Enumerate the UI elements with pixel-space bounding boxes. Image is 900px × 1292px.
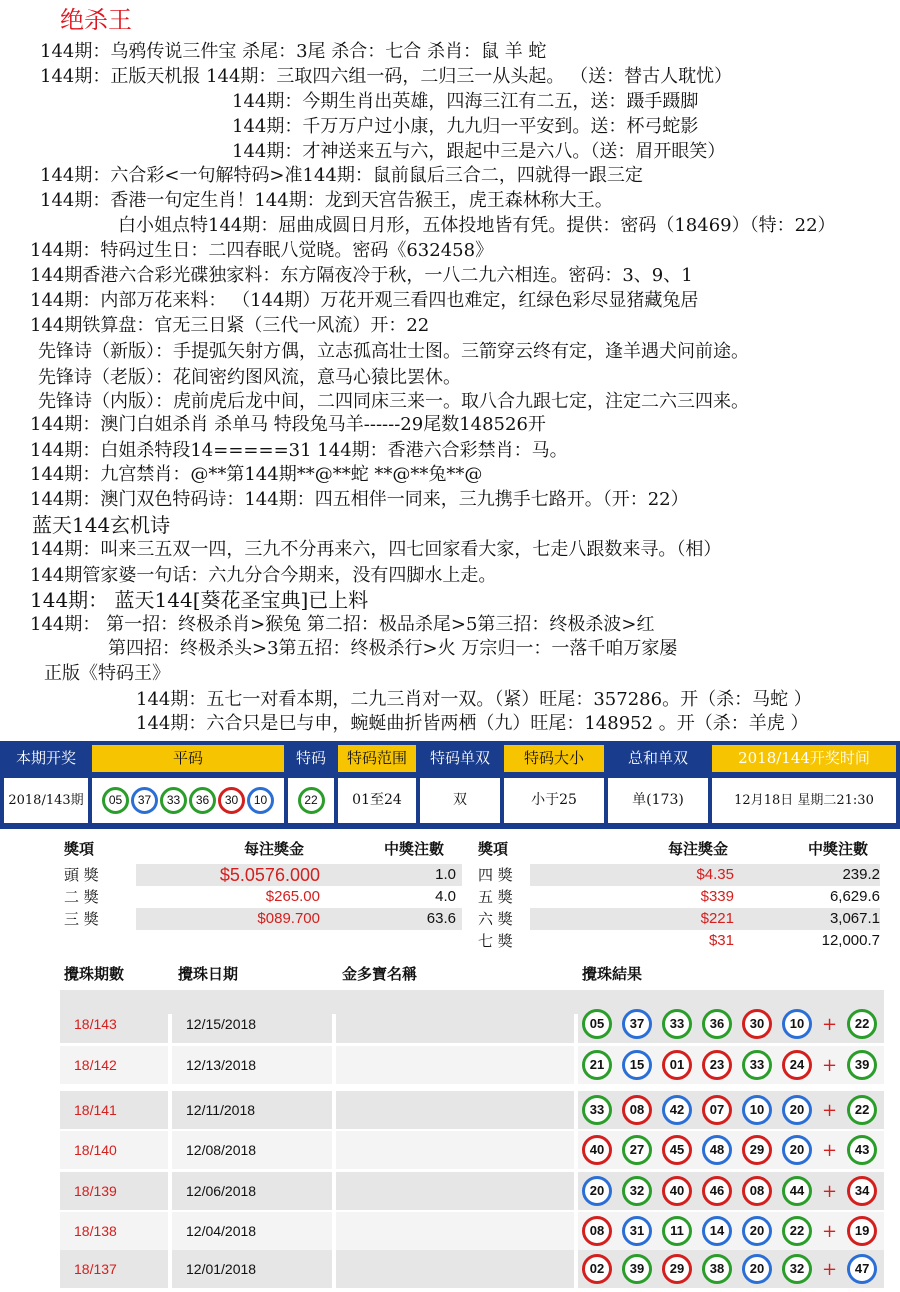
prediction-line: 白小姐点特144期：屈曲成圆日月形，五体投地皆有凭。提供：密码（18469）（特：22） [118, 215, 836, 236]
history-row [60, 1172, 884, 1210]
lottery-ball: 20 [742, 1216, 772, 1246]
prediction-line: 144期：六合彩<一句解特码>准144期：鼠前鼠后三合二，四就得一跟三定 [40, 165, 643, 186]
history-row [60, 1212, 884, 1250]
prize-header-amount: 每注獎金 [244, 840, 305, 858]
history-balls [582, 1176, 887, 1206]
lottery-ball: 02 [582, 1254, 612, 1284]
prize-name: 二 獎 [64, 888, 99, 906]
history-row [60, 1250, 884, 1288]
prediction-line: 先锋诗（老版）：花间密约图风流，意马心猿比罢休。 [38, 367, 461, 388]
lottery-ball: 22 [298, 787, 325, 814]
lottery-ball: 45 [662, 1135, 692, 1165]
lottery-ball: 40 [662, 1176, 692, 1206]
lottery-ball: 37 [131, 787, 158, 814]
prediction-line: 蓝天144玄机诗 [32, 513, 171, 537]
lottery-ball: 48 [702, 1135, 732, 1165]
lottery-ball: 14 [702, 1216, 732, 1246]
history-row [60, 1046, 884, 1084]
special-ball-cell [288, 778, 334, 823]
prediction-line: 144期：白姐杀特段14=====31 144期：香港六合彩禁肖：马。 [30, 440, 568, 461]
history-name [336, 1005, 574, 1043]
history-balls [582, 1135, 887, 1165]
lottery-ball: 36 [189, 787, 216, 814]
lottery-ball: 24 [782, 1050, 812, 1080]
history-row [60, 1131, 884, 1169]
hdr-oddeven: 特码单双 [420, 745, 500, 772]
sum-cell: 单(173) [608, 778, 708, 823]
lottery-ball: 05 [102, 787, 129, 814]
prize-count: 1.0 [435, 866, 456, 883]
history-date: 12/08/2018 [172, 1131, 332, 1169]
lottery-ball: 21 [582, 1050, 612, 1080]
plus-icon: + [822, 1054, 838, 1076]
lottery-ball: 22 [782, 1216, 812, 1246]
history-issue: 18/141 [60, 1091, 168, 1129]
history-balls [582, 1009, 887, 1039]
lottery-ball: 34 [847, 1176, 877, 1206]
prize-header-amount-2: 每注獎金 [668, 840, 729, 858]
hdr-sum: 总和单双 [608, 745, 708, 772]
history-issue: 18/143 [60, 1005, 168, 1043]
prize-amount: $089.700 [257, 910, 320, 927]
history-date: 12/04/2018 [172, 1212, 332, 1250]
prediction-line: 144期：千万万户过小康，九九归一平安到。送：杯弓蛇影 [232, 116, 699, 137]
prediction-line: 144期： 第一招：终极杀肖>猴兔 第二招：极品杀尾>5第三招：终极杀波>红 [30, 614, 655, 635]
prize-count: 63.6 [426, 910, 456, 927]
prize-name: 四 獎 [478, 866, 513, 884]
lottery-ball: 29 [742, 1135, 772, 1165]
lottery-ball: 20 [782, 1095, 812, 1125]
prize-row [478, 930, 882, 952]
prize-row [478, 864, 882, 886]
lottery-ball: 43 [847, 1135, 877, 1165]
plus-icon: + [822, 1099, 838, 1121]
prize-count: 4.0 [435, 888, 456, 905]
prize-amount: $221 [700, 910, 734, 927]
prize-amount: $5.0576.000 [219, 865, 320, 885]
lottery-ball: 15 [622, 1050, 652, 1080]
lottery-ball: 30 [742, 1009, 772, 1039]
history-row [60, 1005, 884, 1043]
prize-header-name: 獎項 [64, 840, 95, 858]
plus-icon: + [822, 1139, 838, 1161]
lottery-ball: 37 [622, 1009, 652, 1039]
prize-amount: $339 [700, 888, 734, 905]
history-balls [582, 1050, 887, 1080]
prediction-line: 144期：内部万花来料： （144期）万花开观三看四也难定，红绿色彩尽显猪藏兔居 [30, 290, 699, 311]
lottery-ball: 20 [582, 1176, 612, 1206]
prediction-line: 先锋诗（内版）：虎前虎后龙中间，二四同床三来一。取八合九跟七定，注定二六三四来。 [38, 391, 749, 412]
lottery-ball: 33 [582, 1095, 612, 1125]
history-balls [582, 1095, 887, 1125]
issue-cell: 2018/143期 [4, 778, 88, 823]
history-date: 12/13/2018 [172, 1046, 332, 1084]
history-header-issue: 攪珠期數 [64, 965, 125, 983]
history-name [336, 1046, 574, 1084]
prediction-line: 144期：六合只是巳与申，蜿蜒曲折皆两栖（九）旺尾：148952 。开（杀：羊虎 ） [136, 713, 809, 734]
lottery-ball: 46 [702, 1176, 732, 1206]
plus-icon: + [822, 1180, 838, 1202]
history-name [336, 1091, 574, 1129]
lottery-ball: 11 [662, 1216, 692, 1246]
history-issue: 18/137 [60, 1250, 168, 1288]
lottery-ball: 20 [742, 1254, 772, 1284]
history-row [60, 1091, 884, 1129]
lottery-ball: 42 [662, 1095, 692, 1125]
lottery-ball: 20 [782, 1135, 812, 1165]
history-balls [582, 1254, 887, 1284]
prediction-line: 144期：才神送来五与六，跟起中三是六八。（送：眉开眼笑） [232, 141, 726, 162]
lottery-ball: 22 [847, 1009, 877, 1039]
oddeven-cell: 双 [420, 778, 500, 823]
prediction-line: 第四招：终极杀头>3第五招：终极杀行>火 万宗归一：一落千咱万家屡 [108, 638, 678, 659]
lottery-ball: 40 [582, 1135, 612, 1165]
history-issue: 18/140 [60, 1131, 168, 1169]
lottery-ball: 27 [622, 1135, 652, 1165]
history-date: 12/01/2018 [172, 1250, 332, 1288]
lottery-ball: 08 [582, 1216, 612, 1246]
prize-count: 239.2 [842, 866, 880, 883]
history-name [336, 1250, 574, 1288]
prize-amount: $31 [708, 932, 734, 949]
plus-icon: + [822, 1258, 838, 1280]
prediction-line: 144期：乌鸦传说三件宝 杀尾：3尾 杀合：七合 杀肖：鼠 羊 蛇 [40, 41, 547, 62]
history-date: 12/06/2018 [172, 1172, 332, 1210]
prediction-line: 144期： 蓝天144[葵花圣宝典]已上料 [30, 588, 369, 612]
prediction-line: 144期铁算盘：官无三日紧（三代一风流）开：22 [30, 315, 430, 336]
history-issue: 18/138 [60, 1212, 168, 1250]
prediction-line: 正版《特码王》 [44, 663, 170, 684]
prize-row [64, 864, 460, 886]
plus-icon: + [822, 1220, 838, 1242]
prize-row [64, 908, 460, 930]
history-balls [582, 1216, 887, 1246]
prize-name: 三 獎 [64, 910, 99, 928]
hdr-time: 2018/144开奖时间 [712, 745, 896, 772]
history-name [336, 1131, 574, 1169]
prize-amount: $265.00 [265, 888, 320, 905]
hdr-size: 特码大小 [504, 745, 604, 772]
lottery-ball: 33 [742, 1050, 772, 1080]
hdr-normal: 平码 [92, 745, 284, 772]
prize-amount: $4.35 [696, 866, 734, 883]
prediction-line: 144期：澳门白姐杀肖 杀单马 特段兔马羊------29尾数148526开 [30, 414, 546, 435]
prediction-line: 144期：叫来三五双一四，三九不分再来六，四七回家看大家，七走八跟数来寻。（相） [30, 539, 722, 560]
history-name [336, 1212, 574, 1250]
prize-name: 五 獎 [478, 888, 513, 906]
lottery-ball: 36 [702, 1009, 732, 1039]
lottery-ball: 33 [662, 1009, 692, 1039]
lottery-ball: 01 [662, 1050, 692, 1080]
time-cell: 12月18日 星期二21:30 [712, 778, 896, 823]
results-bar [0, 741, 900, 829]
lottery-ball: 10 [247, 787, 274, 814]
range-cell: 01至24 [338, 778, 416, 823]
lottery-ball: 44 [782, 1176, 812, 1206]
lottery-ball: 38 [702, 1254, 732, 1284]
lottery-ball: 39 [622, 1254, 652, 1284]
prediction-line: 144期：正版天机报 144期：三取四六组一码，二归三一从头起。 （送：替古人耽忧） [40, 66, 733, 87]
prize-name: 六 獎 [478, 910, 513, 928]
hdr-current: 本期开奖 [4, 745, 88, 772]
lottery-ball: 19 [847, 1216, 877, 1246]
page-title: 绝杀王 [60, 6, 132, 34]
prediction-line: 144期：香港一句定生肖！144期：龙到天宫告猴王，虎王森林称大王。 [40, 190, 613, 211]
lottery-ball: 22 [847, 1095, 877, 1125]
prize-header-name-2: 獎項 [478, 840, 509, 858]
history-issue: 18/142 [60, 1046, 168, 1084]
prediction-line: 144期：特码过生日：二四春眠八觉晓。密码《632458》 [30, 240, 494, 261]
prediction-line: 144期管家婆一句话：六九分合今期来，没有四脚水上走。 [30, 565, 497, 586]
prize-count: 6,629.6 [829, 888, 880, 905]
prize-header-count: 中獎注數 [384, 840, 445, 858]
prediction-line: 144期：澳门双色特码诗：144期：四五相伴一同来，三九携手七路开。（开：22） [30, 489, 689, 510]
lottery-ball: 08 [622, 1095, 652, 1125]
prediction-line: 144期：今期生肖出英雄，四海三江有二五，送：蹑手蹑脚 [232, 91, 699, 112]
size-cell: 小于25 [504, 778, 604, 823]
lottery-ball: 39 [847, 1050, 877, 1080]
lottery-ball: 07 [702, 1095, 732, 1125]
history-header-name: 金多寶名稱 [342, 965, 418, 983]
lottery-ball: 29 [662, 1254, 692, 1284]
prize-header-count-2: 中獎注數 [808, 840, 869, 858]
history-date: 12/15/2018 [172, 1005, 332, 1043]
lottery-ball: 33 [160, 787, 187, 814]
prize-row [478, 908, 882, 930]
lottery-ball: 32 [622, 1176, 652, 1206]
prediction-line: 144期香港六合彩光碟独家料：东方隔夜冷于秋，一八二九六相连。密码：3、9、1 [30, 265, 693, 286]
prize-count: 3,067.1 [829, 910, 880, 927]
prediction-line: 144期：五七一对看本期，二九三肖对一双。（紧）旺尾：357286。开（杀：马蛇 ） [136, 689, 812, 710]
prize-name: 七 獎 [478, 932, 513, 950]
hdr-range: 特码范围 [338, 745, 416, 772]
normal-balls-cell [92, 778, 284, 823]
plus-icon: + [822, 1013, 838, 1035]
prize-name: 頭 獎 [64, 866, 99, 884]
lottery-ball: 31 [622, 1216, 652, 1246]
lottery-ball: 30 [218, 787, 245, 814]
history-header-result: 攪珠結果 [582, 965, 643, 983]
lottery-ball: 10 [742, 1095, 772, 1125]
prize-row [64, 886, 460, 908]
lottery-ball: 47 [847, 1254, 877, 1284]
prediction-line: 144期：九宫禁肖：@**第144期**@**蛇 **@**兔**@ [30, 464, 483, 485]
prize-row [478, 886, 882, 908]
lottery-ball: 05 [582, 1009, 612, 1039]
history-date: 12/11/2018 [172, 1091, 332, 1129]
lottery-ball: 32 [782, 1254, 812, 1284]
history-name [336, 1172, 574, 1210]
prediction-line: 先锋诗（新版）：手提弧矢射方偶，立志孤高壮士图。三箭穿云终有定，逢羊遇犬问前途。 [38, 341, 749, 362]
lottery-ball: 23 [702, 1050, 732, 1080]
lottery-ball: 08 [742, 1176, 772, 1206]
prize-count: 12,000.7 [821, 932, 880, 949]
history-header-date: 攪珠日期 [178, 965, 239, 983]
hdr-special: 特码 [288, 745, 334, 772]
lottery-ball: 10 [782, 1009, 812, 1039]
history-issue: 18/139 [60, 1172, 168, 1210]
